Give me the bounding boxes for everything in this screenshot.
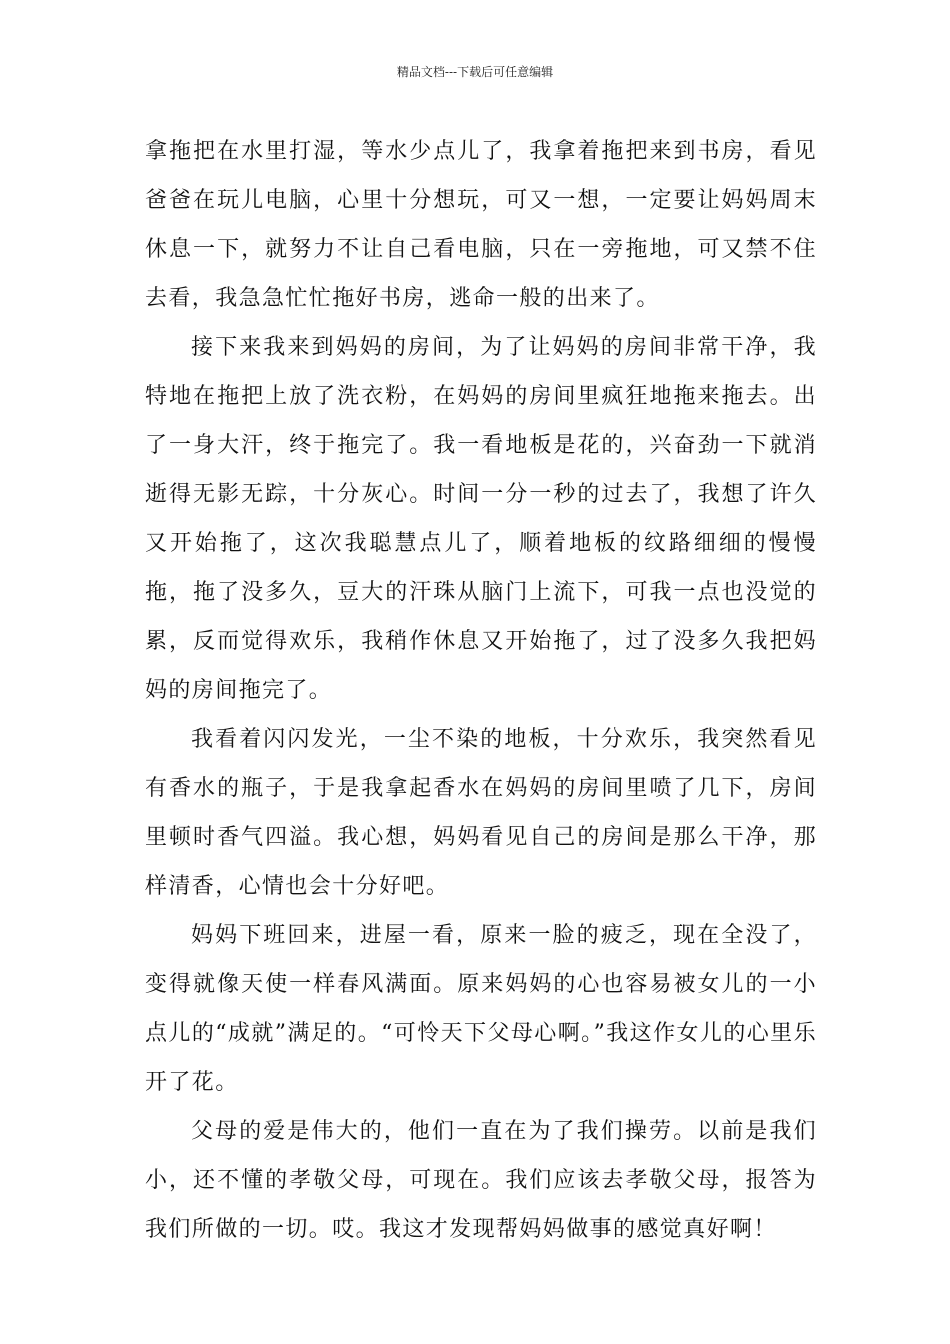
paragraph: 拿拖把在水里打湿，等水少点儿了，我拿着拖把来到书房，看见爸爸在玩儿电脑，心里十分想玩，可又一想，一定要让妈妈周末休息一下，就努力不让自己看电脑，只在一旁拖地，可又禁不住去看，我急急忙忙拖好书房，逃命一般的出来了。 xyxy=(145,139,817,311)
document-body xyxy=(145,127,817,1254)
paragraph: 妈妈下班回来，进屋一看，原来一脸的疲乏，现在全没了，变得就像天使一样春风满面。原来妈妈的心也容易被女儿的一小点儿的“成就”满足的。“可怜天下父母心啊。”我这作女儿的心里乐开了花。 xyxy=(145,923,817,1095)
page-header: 精品文档---下载后可任意编辑 xyxy=(396,65,554,79)
paragraph: 接下来我来到妈妈的房间，为了让妈妈的房间非常干净，我特地在拖把上放了洗衣粉，在妈妈的房间里疯狂地拖来拖去。出了一身大汗，终于拖完了。我一看地板是花的，兴奋劲一下就消逝得无影无踪，十分灰心。时间一分一秒的过去了，我想了许久又开始拖了，这次我聪慧点儿了，顺着地板的纹路细细的慢慢拖，拖了没多久，豆大的汗珠从脑门上流下，可我一点也没觉的累，反而觉得欢乐，我稍作休息又开始拖了，过了没多久我把妈妈的房间拖完了。 xyxy=(145,335,817,703)
paragraph: 父母的爱是伟大的，他们一直在为了我们操劳。以前是我们小，还不懂的孝敬父母，可现在。我们应该去孝敬父母，报答为我们所做的一切。哎。我这才发现帮妈妈做事的感觉真好啊！ xyxy=(145,1119,817,1242)
paragraph: 我看着闪闪发光，一尘不染的地板，十分欢乐，我突然看见有香水的瓶子，于是我拿起香水在妈妈的房间里喷了几下，房间里顿时香气四溢。我心想，妈妈看见自己的房间是那么干净，那样清香，心情也会十分好吧。 xyxy=(145,727,817,899)
